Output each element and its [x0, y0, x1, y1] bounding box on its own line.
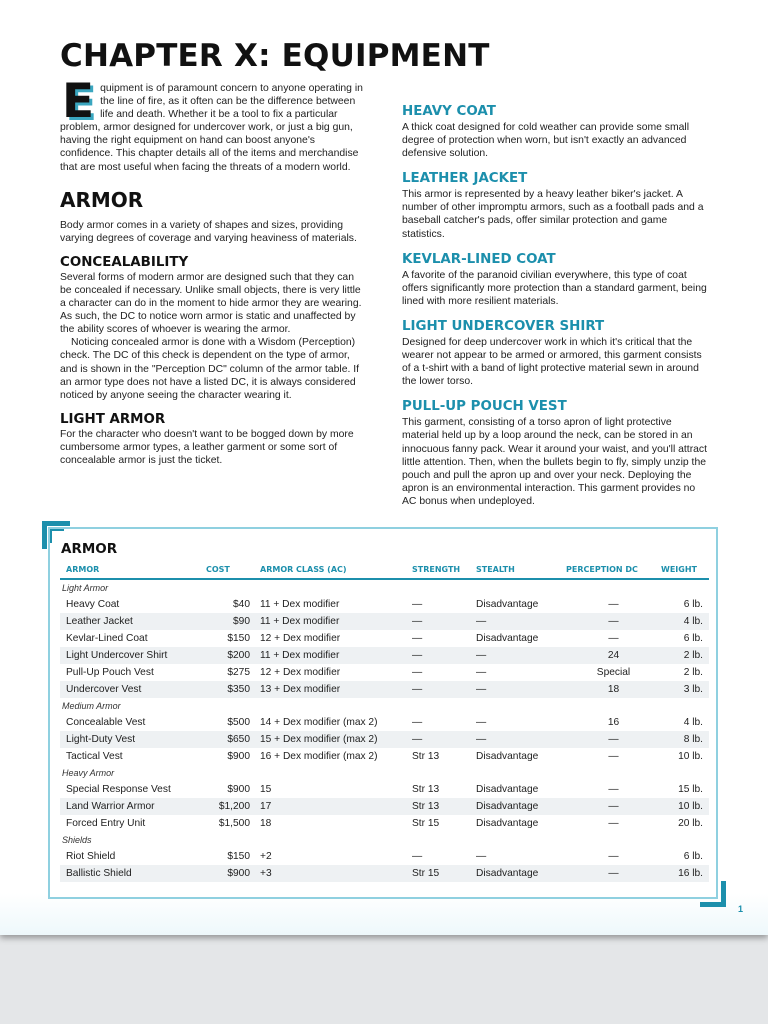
table-cell: — [476, 851, 487, 862]
intro-paragraph [60, 74, 366, 174]
chapter-title: CHAPTER X: EQUIPMENT [60, 38, 490, 74]
table-header-row [60, 561, 709, 579]
column-header: STEALTH [476, 561, 566, 579]
table-cell: — [608, 851, 619, 862]
table-cell: $900 [227, 784, 250, 795]
entry-text: A thick coat designed for cold weather can provide some small degree of protection when worn, but isn't exactly an advanced defensive solution. [402, 122, 690, 160]
group-label: Light Armor [62, 583, 109, 593]
table-cell: Special [596, 667, 631, 678]
table-cell: — [412, 633, 423, 644]
armor-section-heading: ARMOR [60, 187, 144, 212]
table-cell: Disadvantage [476, 599, 539, 610]
table-cell: Undercover Vest [60, 681, 206, 698]
table-row [60, 781, 709, 798]
table-group-row [60, 832, 709, 848]
table-row [60, 798, 709, 815]
table-cell: Light-Duty Vest [60, 731, 206, 748]
entry-heading: HEAVY COAT [402, 104, 496, 119]
table-cell: Disadvantage [476, 798, 566, 815]
table-cell: +3 [260, 865, 412, 882]
armor-table-title: ARMOR [61, 541, 118, 557]
table-cell: — [476, 681, 566, 698]
frame-corner-ornament [700, 881, 726, 907]
table-cell: Ballistic Shield [60, 865, 206, 882]
table-row [60, 714, 709, 731]
armor-section-text: Body armor comes in a variety of shapes and sizes, providing varying degrees of coverage and varying heaviness of materials. [60, 219, 357, 244]
table-cell: 6 lb. [683, 633, 703, 644]
table-cell: $350 [206, 681, 260, 698]
table-cell: — [566, 865, 661, 882]
table-group-row [60, 698, 709, 714]
concealability-heading: CONCEALABILITY [60, 254, 189, 270]
table-cell: 6 lb. [683, 851, 703, 862]
table-cell: Pull-Up Pouch Vest [66, 667, 154, 678]
table-cell: — [608, 784, 619, 795]
table-cell: Str 13 [412, 784, 440, 795]
column-header: STRENGTH [412, 561, 476, 579]
entry-text: This armor is represented by a heavy leather biker's jacket. A number of other impromptu armors, such as a football pads and a baseball catcher's pads, offer similar protection and game statistics. [402, 189, 704, 240]
entry-text: Designed for deep undercover work in which it's critical that the wearer not appear to be armed or armored, this garment consists of a t-shirt with a band of light protective material sewn in around the lower torso. [402, 336, 702, 388]
table-cell: 15 [260, 784, 272, 795]
table-cell: Special Response Vest [66, 784, 171, 795]
page-footer-tint [0, 893, 768, 935]
table-cell: 3 lb. [661, 681, 709, 698]
light-armor-heading: LIGHT ARMOR [60, 411, 166, 427]
table-cell: Heavy Coat [66, 599, 120, 610]
leather-jacket-entry [402, 171, 708, 240]
table-cell: 18 [566, 681, 661, 698]
column-header: ARMOR [60, 561, 206, 579]
table-row [60, 731, 709, 748]
kevlar-lined-coat-entry [402, 252, 708, 308]
entry-heading: LEATHER JACKET [402, 171, 528, 187]
table-cell: $1,200 [206, 798, 260, 815]
table-cell: — [476, 613, 566, 630]
table-row [60, 815, 709, 832]
concealability-text-2: Noticing concealed armor is done with a Wisdom (Perception) check. The DC of this check is dependent on the type of armor, and is shown in the "Perception DC" column of the armor table. If an armor type does not have a listed DC, it is always considered noticed by anyone seeing the character wearing it. [60, 337, 360, 401]
table-cell: Disadvantage [476, 633, 539, 644]
table-cell: $275 [227, 667, 250, 678]
table-cell: 12 + Dex modifier [260, 633, 341, 644]
table-cell: — [412, 667, 423, 678]
table-cell: — [412, 681, 476, 698]
table-cell: — [566, 798, 661, 815]
table-cell: Disadvantage [476, 865, 566, 882]
table-row [60, 865, 709, 882]
table-cell: $500 [227, 717, 250, 728]
drop-cap: E [62, 74, 95, 129]
table-cell: — [566, 613, 661, 630]
table-cell: $150 [227, 633, 250, 644]
table-cell: 6 lb. [683, 599, 703, 610]
left-column [60, 74, 366, 467]
table-cell: — [412, 731, 476, 748]
armor-table-body [60, 579, 709, 882]
concealability-text-1: Several forms of modern armor are designed such that they can be concealed if necessary. Unlike small objects, there is very little a character can do in the moment to hide armor they are wearing. As such, the DC to notice worn armor is static and unaffected by the ability scores of whoever is wearing the armor. [60, 271, 362, 336]
table-cell: Str 15 [412, 818, 440, 829]
table-cell: — [412, 613, 476, 630]
table-cell: Light Undercover Shirt [60, 647, 206, 664]
table-cell: 15 lb. [678, 784, 703, 795]
group-label: Shields [62, 835, 92, 845]
table-cell: $90 [206, 613, 260, 630]
heavy-coat-entry [402, 104, 708, 160]
table-cell: — [608, 751, 619, 762]
column-header: PERCEPTION DC [566, 561, 661, 579]
pull-up-pouch-vest-entry [402, 399, 708, 508]
table-cell: 8 lb. [661, 731, 709, 748]
table-cell: 10 lb. [661, 798, 709, 815]
table-cell: 11 + Dex modifier [260, 599, 340, 610]
table-cell: — [608, 818, 619, 829]
table-cell: $650 [206, 731, 260, 748]
table-cell: 11 + Dex modifier [260, 647, 412, 664]
table-row [60, 748, 709, 765]
table-cell: 11 + Dex modifier [260, 613, 412, 630]
table-cell: Concealable Vest [66, 717, 146, 728]
table-cell: 14 + Dex modifier (max 2) [260, 717, 378, 728]
table-cell: 18 [260, 818, 272, 829]
entry-heading: PULL-UP POUCH VEST [402, 399, 567, 415]
light-undercover-shirt-entry [402, 319, 708, 388]
table-cell: 24 [566, 647, 661, 664]
table-cell: — [566, 731, 661, 748]
table-cell: Tactical Vest [66, 751, 123, 762]
table-cell: 20 lb. [678, 818, 703, 829]
right-column [402, 104, 708, 519]
table-cell: 4 lb. [661, 613, 709, 630]
table-cell: Land Warrior Armor [60, 798, 206, 815]
light-armor-text: For the character who doesn't want to be bogged down by more cumbersome armor types, a leather garment or some sort of concealable armor is just the ticket. [60, 428, 354, 466]
table-cell: 12 + Dex modifier [260, 667, 341, 678]
table-cell: 4 lb. [683, 717, 703, 728]
table-row [60, 848, 709, 865]
table-cell: 16 + Dex modifier (max 2) [260, 751, 378, 762]
entry-text: A favorite of the paranoid civilian everywhere, this type of coat offers significantly more protection than a standard garment, being lined with more resilient materials. [402, 269, 707, 307]
table-cell: Forced Entry Unit [66, 818, 146, 829]
table-cell: — [412, 851, 423, 862]
table-cell: 2 lb. [661, 647, 709, 664]
table-cell: 16 lb. [661, 865, 709, 882]
page-number: 1 [738, 904, 744, 914]
entry-text: This garment, consisting of a torso apron of light protective material held up by a loop around the neck, can be stored in an innocuous fanny pack. Wear it around your waist, and you'll attract little attention. Then, when the bullets begin to fly, simply unzip the pouch and pull the apron up and over your neck. Deploying the apron is an environmental interaction. This garment provides no AC bonus when undeployed. [402, 417, 708, 507]
table-cell: 16 [607, 717, 620, 728]
column-header: WEIGHT [661, 561, 709, 579]
entry-heading: LIGHT UNDERCOVER SHIRT [402, 318, 605, 334]
table-row [60, 613, 709, 630]
table-cell: — [412, 717, 423, 728]
table-cell: 13 + Dex modifier [260, 681, 412, 698]
table-cell: — [608, 633, 619, 644]
table-cell: — [412, 599, 423, 610]
table-cell: Disadvantage [476, 818, 539, 829]
table-cell: 15 + Dex modifier (max 2) [260, 731, 412, 748]
table-cell: $1,500 [218, 818, 250, 829]
table-row [60, 630, 709, 647]
table-cell: — [476, 667, 487, 678]
table-cell: Disadvantage [476, 784, 539, 795]
intro-text: quipment is of paramount concern to anyone operating in the line of fire, as it often can be the difference between life and death. Whether it be a tool to fix a particular problem, armor designed for undercover work, or just a big gun, having the right equipment on hand can boost anyone's confidence. This chapter details all of the items and merchandise that are most useful when facing the threats of a modern world. [60, 83, 363, 173]
table-group-row [60, 579, 709, 596]
table-cell: +2 [260, 851, 272, 862]
table-cell: $150 [227, 851, 250, 862]
table-group-row [60, 765, 709, 781]
group-label: Heavy Armor [62, 768, 115, 778]
column-header: ARMOR CLASS (AC) [260, 561, 412, 579]
table-cell: $40 [233, 599, 250, 610]
entry-heading: KEVLAR-LINED COAT [402, 251, 556, 267]
column-header: COST [206, 561, 260, 579]
table-cell: — [608, 599, 619, 610]
table-cell: — [476, 731, 566, 748]
table-cell: — [476, 647, 566, 664]
table-cell: Str 13 [412, 751, 440, 762]
table-cell: Riot Shield [66, 851, 116, 862]
table-cell: 2 lb. [683, 667, 703, 678]
table-row [60, 681, 709, 698]
table-cell: $200 [206, 647, 260, 664]
table-cell: — [412, 647, 476, 664]
table-row [60, 664, 709, 681]
armor-table [60, 561, 709, 882]
table-cell: Disadvantage [476, 751, 539, 762]
table-cell: $900 [227, 751, 250, 762]
table-cell: Str 13 [412, 798, 476, 815]
table-cell: $900 [206, 865, 260, 882]
table-cell: — [476, 717, 487, 728]
table-cell: Kevlar-Lined Coat [66, 633, 148, 644]
table-cell: 10 lb. [678, 751, 703, 762]
table-cell: Leather Jacket [60, 613, 206, 630]
group-label: Medium Armor [62, 701, 121, 711]
table-row [60, 647, 709, 664]
table-cell: Str 15 [412, 865, 476, 882]
table-cell: 17 [260, 798, 412, 815]
table-row [60, 596, 709, 613]
